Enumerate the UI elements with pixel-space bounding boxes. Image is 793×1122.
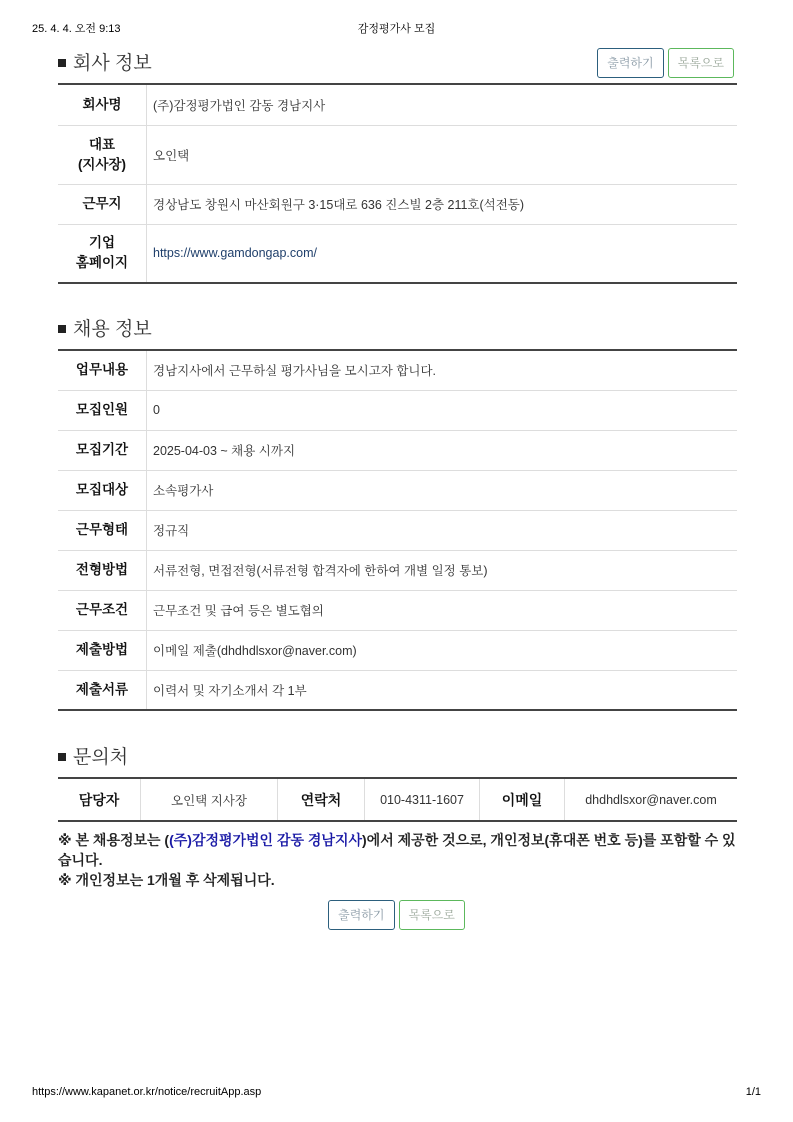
recruit-label: 모집기간 (58, 430, 147, 470)
recruit-section-title: 채용 정보 (58, 314, 152, 341)
recruit-label: 전형방법 (58, 550, 147, 590)
print-header (32, 20, 761, 36)
recruit-label: 업무내용 (58, 350, 147, 390)
company-row-name (58, 84, 737, 125)
recruit-row (58, 470, 737, 510)
company-section-title: 회사 정보 (58, 48, 152, 75)
contact-manager-label: 담당자 (58, 778, 141, 821)
print-button[interactable]: 출력하기 (328, 900, 394, 930)
recruit-value: 0 (147, 390, 738, 430)
print-title: 감정평가사 모집 (357, 23, 436, 35)
company-homepage-link[interactable]: https://www.gamdongap.com/ (153, 246, 317, 261)
contact-phone-label: 연락처 (278, 778, 365, 821)
recruit-value: 경남지사에서 근무하실 평가사님을 모시고자 합니다. (147, 350, 738, 390)
company-info-table (58, 83, 737, 284)
contact-email-label: 이메일 (480, 778, 565, 821)
recruit-row (58, 390, 737, 430)
company-row-homepage (58, 224, 737, 283)
recruit-value: 2025-04-03 ~ 채용 시까지 (147, 430, 738, 470)
notice (58, 830, 740, 890)
print-datetime: 25. 4. 4. 오전 9:13 (32, 23, 121, 35)
square-bullet-icon (58, 59, 66, 67)
company-homepage-cell (147, 224, 738, 283)
company-ceo-label: 대표 (지사장) (58, 125, 147, 184)
recruit-label: 모집대상 (58, 470, 147, 510)
contact-phone-value: 010-4311-1607 (365, 778, 480, 821)
recruit-label: 제출서류 (58, 670, 147, 710)
recruit-value: 서류전형, 면접전형(서류전형 합격자에 한하여 개별 일정 통보) (147, 550, 738, 590)
top-button-group (597, 48, 734, 78)
recruit-row (58, 430, 737, 470)
recruit-row (58, 550, 737, 590)
company-location-label: 근무지 (58, 184, 147, 224)
contact-table (58, 777, 737, 822)
recruit-value: 근무조건 및 급여 등은 별도협의 (147, 590, 738, 630)
recruit-row (58, 630, 737, 670)
recruit-value: 정규직 (147, 510, 738, 550)
company-name-label: 회사명 (58, 84, 147, 125)
print-button[interactable]: 출력하기 (597, 48, 663, 78)
company-homepage-label: 기업 홈페이지 (58, 224, 147, 283)
print-page-number: 1/1 (745, 1086, 761, 1098)
company-row-location (58, 184, 737, 224)
recruit-value: 이력서 및 자기소개서 각 1부 (153, 683, 307, 698)
print-footer (32, 1086, 761, 1102)
recruit-row (58, 670, 737, 710)
contact-email-value: dhdhdlsxor@naver.com (585, 792, 717, 807)
contact-manager-value: 오인택 지사장 (141, 778, 278, 821)
notice-line-1: ※ 본 채용정보는 ((주)감정평가법인 감동 경남지사)에서 제공한 것으로, 개인정보(휴대폰 번호 등)를 포함할 수 있습니다. (58, 832, 736, 868)
square-bullet-icon (58, 325, 66, 333)
bottom-button-group (0, 900, 793, 930)
print-footer-url: https://www.kapanet.or.kr/notice/recruitApp.asp (32, 1086, 262, 1098)
square-bullet-icon (58, 753, 66, 761)
recruit-info-table (58, 349, 737, 711)
notice-company: (주)감정평가법인 감동 경남지사 (169, 832, 363, 848)
contact-section-title: 문의처 (58, 742, 128, 769)
company-location-value: 경상남도 창원시 마산회원구 3·15대로 636 진스빌 2층 211호(석전동) (147, 184, 738, 224)
list-button[interactable]: 목록으로 (399, 900, 465, 930)
recruit-value: 이메일 제출(dhdhdlsxor@naver.com) (147, 630, 738, 670)
recruit-row (58, 510, 737, 550)
recruit-row (58, 350, 737, 390)
list-button[interactable]: 목록으로 (668, 48, 734, 78)
recruit-label: 제출방법 (58, 630, 147, 670)
recruit-value: 소속평가사 (147, 470, 738, 510)
recruit-label: 모집인원 (58, 390, 147, 430)
recruit-row (58, 590, 737, 630)
recruit-label: 근무형태 (58, 510, 147, 550)
company-row-ceo (58, 125, 737, 184)
notice-line-2: ※ 개인정보는 1개월 후 삭제됩니다. (58, 872, 275, 888)
recruit-label: 근무조건 (58, 590, 147, 630)
company-ceo-value: 오인택 (147, 125, 738, 184)
company-name-value: (주)감정평가법인 감동 경남지사 (147, 84, 738, 125)
